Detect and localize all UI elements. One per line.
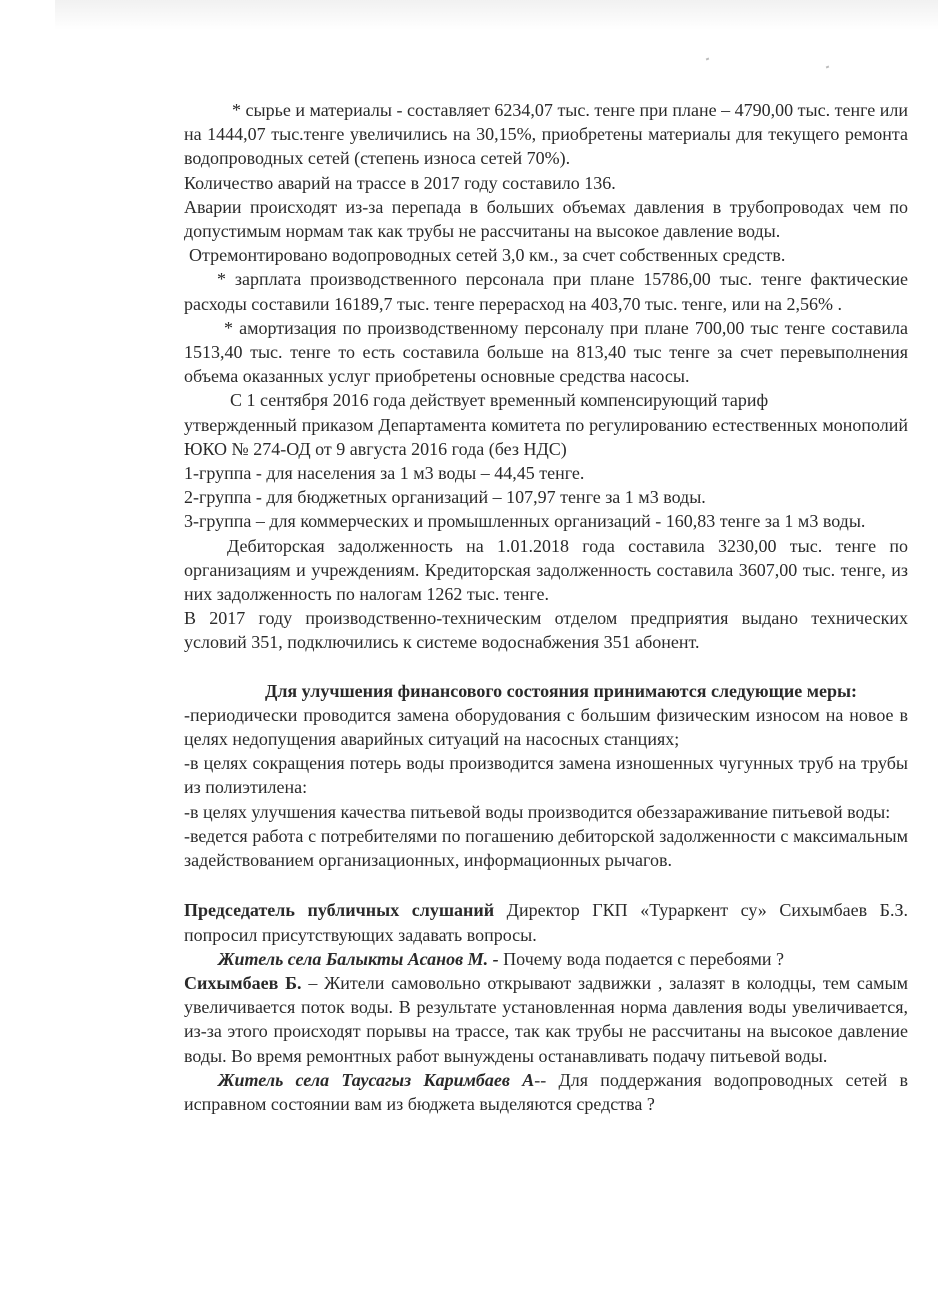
scan-speck (706, 58, 710, 61)
paragraph-technical-conditions: В 2017 году производственно-техническим отделом предприятия выдано технических условий 351, подключились к системе водоснабжения 351 абонент. (184, 608, 908, 653)
question-karimbaev (184, 1068, 908, 1116)
speaker-karimbaev: Житель села Таусагыз Каримбаев А (218, 1069, 535, 1090)
chair-paragraph (184, 898, 908, 946)
tariff-group-3: 3-группа – для коммерческих и промышленных организаций - 160,83 тенге за 1 м3 воды. (184, 511, 866, 532)
spacer (184, 872, 908, 898)
document-body (184, 98, 908, 1116)
measure-receivables: -ведется работа с потребителями по погашению дебиторской задолженности с максимальным задействованием организационных, информационных рычагов. (184, 825, 908, 871)
paragraph-depreciation: * амортизация по производственному персоналу при плане 700,00 тыс тенге составила 1513,40 тыс. тенге то есть составила больше на 813,40 тыс тенге за счет перевыполнения объема оказанных услуг приобретены основные средства насосы. (184, 317, 908, 387)
tariff-group-1: 1-группа - для населения за 1 м3 воды – 44,45 тенге. (184, 463, 585, 484)
paragraph-accidents-count: Количество аварий на трассе в 2017 году составило 136. (184, 172, 616, 193)
scan-shadow (55, 0, 938, 30)
answer-sikhymbaev (184, 971, 908, 1068)
question-karimbaev-text: -- Для поддержания водопроводных сетей в исправном состоянии вам из бюджета выделяются средства ? (184, 1069, 908, 1114)
speaker-asanov: Житель села Балыкты Асанов М. - (218, 948, 499, 969)
paragraph-tariff-order: утвержденный приказом Департамента комитета по регулированию естественных монополий ЮКО № 274-ОД от 9 августа 2016 года (без НДС) (184, 414, 908, 459)
measure-disinfection: -в целях улучшения качества питьевой воды производится обеззараживание питьевой воды: (184, 801, 891, 822)
measures-heading: Для улучшения финансового состояния принимаются следующие меры: (264, 680, 858, 701)
chair-label: Председатель публичных слушаний (184, 900, 495, 921)
chair-text: Директор ГКП «Тураркент су» Сихымбаев Б.З. попросил присутствующих задавать вопросы. (184, 900, 908, 945)
paragraph-receivables: Дебиторская задолженность на 1.01.2018 года составила 3230,00 тыс. тенге по организациям и учреждениям. Кредиторская задолженность составила 3607,00 тыс. тенге, из них задолженность по налогам 1262 тыс. тенге. (184, 535, 908, 605)
question-asanov-text: Почему вода подается с перебоями ? (498, 948, 784, 969)
measure-pipes: -в целях сокращения потерь воды производится замена изношенных чугунных труб на трубы из полиэтилена: (184, 753, 908, 798)
paragraph-accidents-cause: Аварии происходят из-за перепада в больших объемах давления в трубопроводах чем по допустимым нормам так как трубы не рассчитаны на высокое давление воды. (184, 196, 908, 242)
measure-equipment: -периодически проводится замена оборудования с большим физическим износом на новое в целях недопущения аварийных ситуаций на насосных станциях; (184, 704, 908, 750)
paragraph-salary: * зарплата производственного персонала при плане 15786,00 тыс. тенге фактические расходы составили 16189,7 тыс. тенге перерасход на 403,70 тыс. тенге, или на 2,56% . (184, 269, 908, 314)
tariff-group-2: 2-группа - для бюджетных организаций – 107,97 тенге за 1 м3 воды. (184, 487, 706, 508)
scan-speck (826, 66, 830, 69)
answer-sikhymbaev-text: – Жители самовольно открывают задвижки , залазят в колодцы, тем самым увеличивается поток воды. В результате установленная норма давления воды увеличивается, из-за этого происходят порывы на трассе, так как трубы не рассчитаны на высокое давление воды. Во время ремонтных работ вынуждены останавливать подачу питьевой воды. (184, 972, 908, 1066)
paragraph-raw-materials: * сырье и материалы - составляет 6234,07 тыс. тенге при плане – 4790,00 тыс. тенге или на 1444,07 тыс.тенге увеличились на 30,15%, приобретены материалы для текущего ремонта водопроводных сетей (степень износа сетей 70%). (184, 100, 908, 169)
paragraph-tariff-intro: С 1 сентября 2016 года действует временный компенсирующий тариф (230, 390, 769, 411)
spacer (184, 655, 908, 679)
question-asanov (184, 947, 908, 971)
speaker-sikhymbaev: Сихымбаев Б. (184, 972, 302, 993)
paragraph-repaired-networks: Отремонтировано водопроводных сетей 3,0 км., за счет собственных средств. (189, 245, 786, 266)
